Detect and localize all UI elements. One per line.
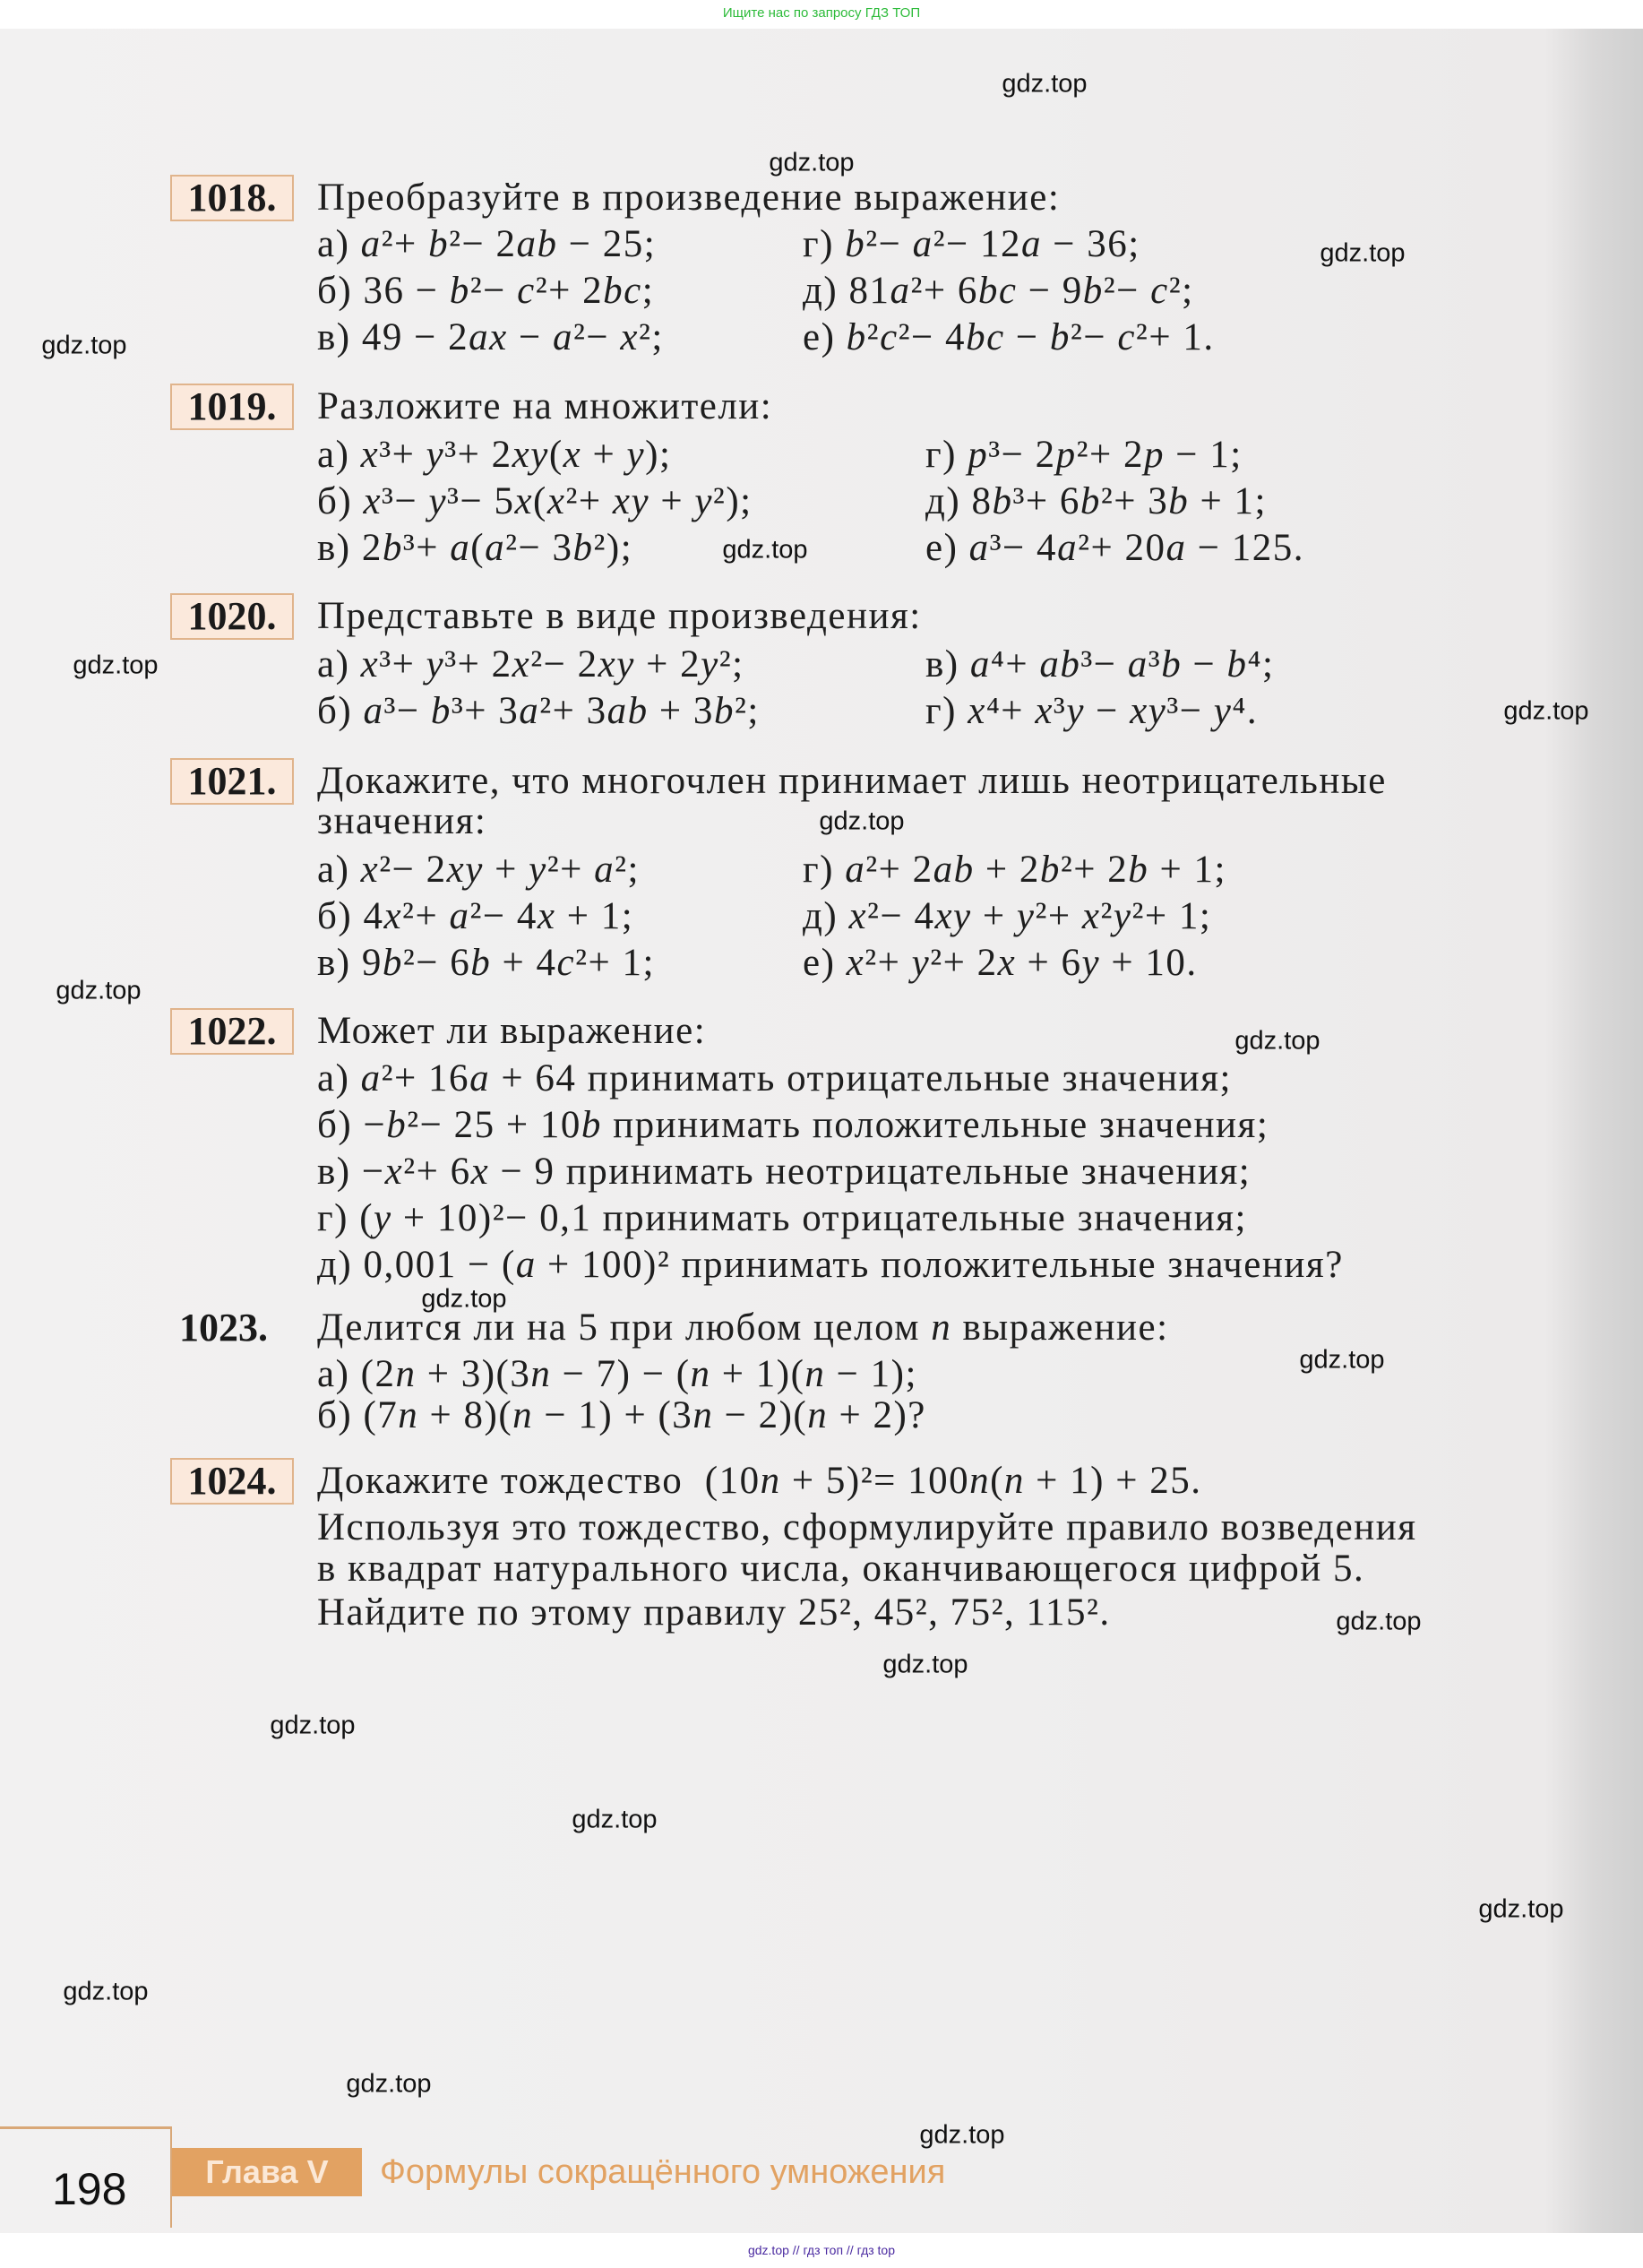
watermark: gdz.top (1002, 69, 1088, 99)
item (317, 942, 655, 985)
item-label: д) (317, 1244, 353, 1286)
math-expr: b²− a²− 12a − 36; (845, 223, 1140, 265)
item (317, 270, 654, 313)
math-expr: b²c²− 4bc − b²− c²+ 1. (846, 316, 1215, 358)
watermark: gdz.top (41, 331, 127, 360)
math-expr: −x²+ 6x − 9 (361, 1151, 555, 1193)
watermark: gdz.top (1478, 1894, 1564, 1924)
item-label: б) (317, 270, 353, 312)
watermark: gdz.top (421, 1284, 507, 1314)
exercise-1024-prompt (317, 1460, 1202, 1503)
item (803, 270, 1194, 313)
math-expr: a²+ 2ab + 2b²+ 2b + 1; (845, 849, 1226, 891)
math-expr: 9b²− 6b + 4c²+ 1; (361, 942, 655, 984)
watermark: gdz.top (919, 2120, 1005, 2150)
item-label: б) (317, 480, 353, 522)
item-text: принимать неотрицательные значения; (565, 1151, 1252, 1193)
math-expr: p³− 2p²+ 2p − 1; (968, 434, 1243, 476)
item-label: в) (317, 942, 351, 984)
exercise-1020-prompt: Представьте в виде произведения: (317, 595, 922, 637)
watermark: gdz.top (270, 1711, 356, 1740)
exercise-1024-line (317, 1591, 1111, 1634)
prompt-text: выражение: (962, 1306, 1169, 1349)
chapter-title: Формулы сокращённого умножения (380, 2153, 946, 2191)
item (925, 690, 1258, 733)
math-expr: (10n + 5)²= 100n(n + 1) + 25. (704, 1460, 1202, 1502)
watermark: gdz.top (722, 535, 808, 565)
page-number: 198 (52, 2164, 127, 2214)
item-label: д) (803, 270, 839, 312)
math-expr: (7n + 8)(n − 1) + (3n − 2)(n + 2)? (363, 1394, 926, 1436)
item-label: б) (317, 690, 353, 732)
item-label: г) (803, 849, 834, 891)
item-label: в) (317, 316, 351, 358)
item (925, 643, 1274, 686)
math-expr: a³− 4a²+ 20a − 125. (968, 527, 1304, 569)
math-expr: a⁴+ ab³− a³b − b⁴; (969, 643, 1275, 686)
item-label: а) (317, 223, 350, 265)
bottom-banner: gdz.top // гдз топ // гдз top (747, 2243, 896, 2257)
exercise-number-1023: 1023. (179, 1306, 268, 1350)
item (925, 434, 1243, 477)
watermark: gdz.top (1299, 1345, 1385, 1375)
item (317, 643, 744, 686)
item (317, 895, 633, 938)
watermark: gdz.top (882, 1650, 968, 1679)
math-expr: 4x²+ a²− 4x + 1; (363, 895, 634, 937)
item-label: в) (317, 1151, 351, 1193)
item-label: г) (803, 223, 834, 265)
item (317, 527, 632, 570)
item-label: в) (925, 643, 959, 686)
item (317, 480, 753, 523)
math-expr: x²− 2xy + y²+ a²; (360, 849, 640, 891)
prompt-text: Делится ли на 5 при любом целом (317, 1306, 920, 1349)
item (317, 1197, 1247, 1240)
math-expr: x⁴+ x³y − xy³− y⁴. (968, 690, 1259, 732)
prompt-text: Докажите тождество (317, 1460, 684, 1502)
math-expr: 25², 45², 75², 115². (797, 1591, 1111, 1634)
watermark: gdz.top (819, 806, 905, 836)
item (803, 223, 1140, 266)
math-expr: 36 − b²− c²+ 2bc; (363, 270, 655, 312)
exercise-1022-prompt: Может ли выражение: (317, 1010, 707, 1052)
math-expr: −b²− 25 + 10b (363, 1104, 602, 1146)
watermark: gdz.top (769, 148, 855, 177)
item-label: а) (317, 643, 350, 686)
item (317, 1151, 1251, 1194)
exercise-1024-line: в квадрат натурального числа, оканчивающегося цифрой 5. (317, 1548, 1365, 1590)
watermark: gdz.top (56, 976, 142, 1005)
exercise-1021-prompt: Докажите, что многочлен принимает лишь неотрицательные (317, 760, 1387, 802)
exercise-number-1024: 1024. (170, 1458, 294, 1505)
exercise-1018-prompt: Преобразуйте в произведение выражение: (317, 177, 1061, 219)
item-label: г) (925, 690, 957, 732)
item-label: г) (317, 1197, 348, 1239)
math-expr: x³+ y³+ 2x²− 2xy + 2y²; (360, 643, 744, 686)
watermark: gdz.top (346, 2069, 432, 2099)
exercise-number-1020: 1020. (170, 593, 294, 640)
item-text: принимать отрицательные значения; (587, 1057, 1232, 1100)
math-expr: x³+ y³+ 2xy(x + y); (360, 434, 672, 476)
item-label: б) (317, 895, 353, 937)
item-label: д) (803, 895, 839, 937)
item (803, 895, 1211, 938)
math-expr: a³− b³+ 3a²+ 3ab + 3b²; (363, 690, 760, 732)
item (317, 434, 671, 477)
item (925, 527, 1304, 570)
variable: n (931, 1306, 952, 1349)
math-expr: 49 − 2ax − a²− x²; (361, 316, 664, 358)
item (803, 942, 1198, 985)
prompt-text: Найдите по этому правилу (317, 1591, 787, 1634)
math-expr: x²− 4xy + y²+ x²y²+ 1; (848, 895, 1212, 937)
math-expr: a²+ b²− 2ab − 25; (360, 223, 657, 265)
watermark: gdz.top (572, 1805, 658, 1834)
math-expr: (y + 10)²− 0,1 (359, 1197, 592, 1239)
math-expr: x²+ y²+ 2x + 6y + 10. (846, 942, 1198, 984)
math-expr: x³− y³− 5x(x²+ xy + y²); (363, 480, 753, 522)
item-label: а) (317, 1353, 350, 1395)
watermark: gdz.top (73, 651, 159, 680)
item (317, 316, 664, 359)
item (317, 223, 656, 266)
exercise-1024-line: Используя это тождество, сформулируйте правило возведения (317, 1506, 1417, 1548)
item-label: а) (317, 1057, 350, 1100)
exercise-number-1021: 1021. (170, 758, 294, 805)
item (803, 316, 1215, 359)
watermark: gdz.top (1503, 696, 1589, 726)
item-label: а) (317, 434, 350, 476)
item-label: д) (925, 480, 961, 522)
item (317, 1057, 1232, 1100)
item (317, 1353, 917, 1396)
watermark: gdz.top (1234, 1026, 1320, 1056)
item-label: е) (803, 942, 836, 984)
item (317, 1394, 926, 1437)
exercise-number-1018: 1018. (170, 175, 294, 221)
item (317, 849, 640, 892)
watermark: gdz.top (1320, 238, 1406, 268)
top-banner: Ищите нас по запросу ГДЗ ТОП (722, 5, 921, 21)
item (317, 1104, 1269, 1147)
math-expr: 2b³+ a(a²− 3b²); (361, 527, 633, 569)
item-text: принимать отрицательные значения; (602, 1197, 1247, 1239)
footer-divider (0, 2126, 172, 2129)
math-expr: (2n + 3)(3n − 7) − (n + 1)(n − 1); (360, 1353, 917, 1395)
item-text: принимать положительные значения; (613, 1104, 1269, 1146)
watermark: gdz.top (63, 1977, 149, 2006)
math-expr: 0,001 − (a + 100)² (363, 1244, 671, 1286)
item (317, 1244, 1344, 1287)
exercise-number-1022: 1022. (170, 1008, 294, 1055)
chapter-label: Глава V (172, 2148, 362, 2196)
item-label: б) (317, 1104, 353, 1146)
item (925, 480, 1267, 523)
item-label: а) (317, 849, 350, 891)
math-expr: 8b³+ 6b²+ 3b + 1; (971, 480, 1267, 522)
item-text: принимать положительные значения? (681, 1244, 1344, 1286)
item-label: е) (925, 527, 959, 569)
math-expr: a²+ 16a + 64 (360, 1057, 577, 1100)
exercise-1021-prompt-cont: значения: (317, 800, 487, 842)
exercise-1019-prompt: Разложите на множители: (317, 385, 773, 427)
item-label: в) (317, 527, 351, 569)
item-label: е) (803, 316, 836, 358)
math-expr: 81a²+ 6bc − 9b²− c²; (848, 270, 1194, 312)
watermark: gdz.top (1336, 1607, 1422, 1636)
exercise-number-1019: 1019. (170, 384, 294, 430)
item-label: б) (317, 1394, 353, 1436)
item (317, 690, 760, 733)
item-label: г) (925, 434, 957, 476)
item (803, 849, 1226, 892)
